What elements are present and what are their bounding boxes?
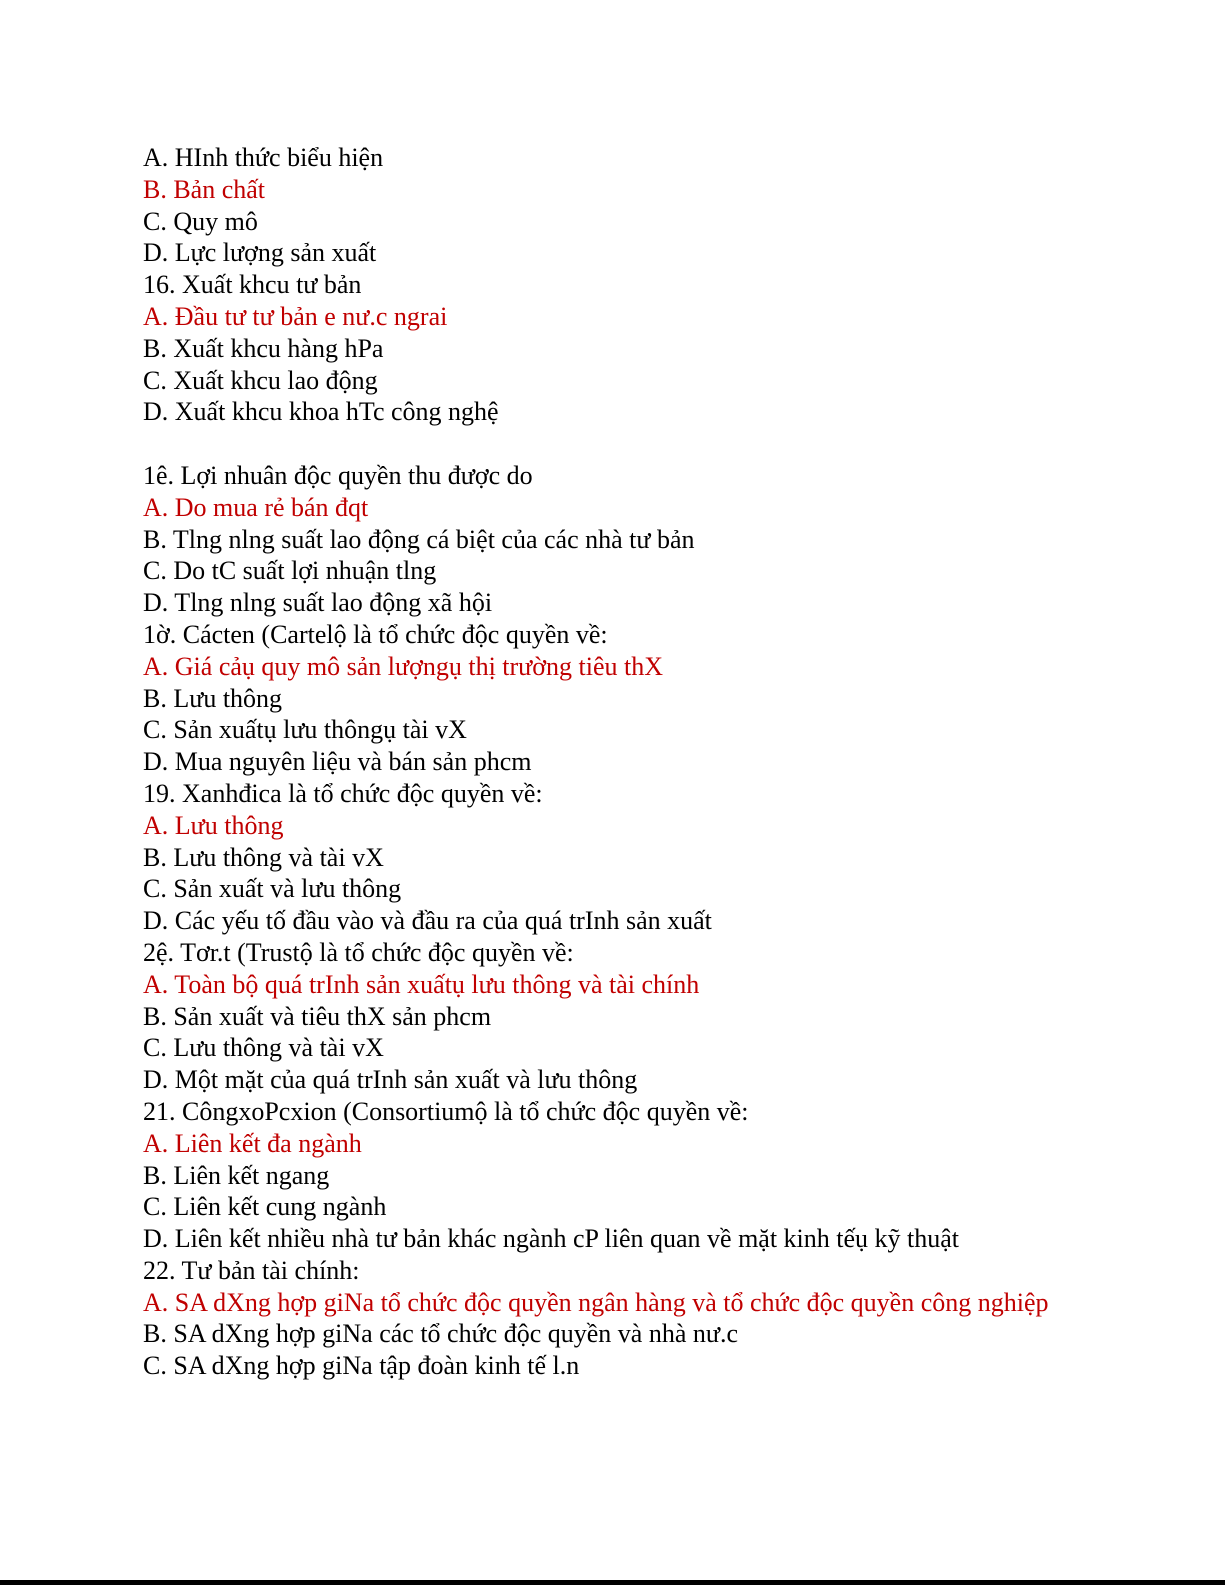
correct-answer-option: A. Toàn bộ quá trInh sản xuấtụ lưu thông và tài chính (143, 969, 700, 999)
correct-answer-option: A. Liên kết đa ngành (143, 1128, 362, 1158)
question-text: 16. Xuất khcu tư bản (143, 270, 362, 300)
answer-option: C. Lưu thông và tài vX (143, 1033, 384, 1063)
question-text: 1ờ. Cácten (Cartelộ là tổ chức độc quyền về: (143, 619, 608, 649)
question-list (143, 142, 1143, 1382)
correct-answer-option: B. Bản chất (143, 174, 266, 204)
answer-option: C. Liên kết cung ngành (143, 1192, 387, 1222)
answer-option: C. SA dXng hợp giNa tập đoàn kinh tế l.n (143, 1351, 580, 1381)
answer-option: B. Sản xuất và tiêu thX sản phcm (143, 1001, 492, 1031)
answer-option: C. Sản xuất và lưu thông (143, 874, 402, 904)
answer-option: C. Xuất khcu lao động (143, 365, 378, 395)
answer-option: B. Xuất khcu hàng hPa (143, 333, 384, 363)
answer-option: B. SA dXng hợp giNa các tổ chức độc quyền và nhà nư.c (143, 1319, 739, 1349)
answer-option: D. Tlng nlng suất lao động xã hội (143, 588, 493, 618)
question-text: 2ệ. Tơr.t (Trustộ là tổ chức độc quyền về: (143, 937, 574, 967)
answer-option: C. Do tC suất lợi nhuận tlng (143, 556, 437, 586)
answer-option: D. Lực lượng sản xuất (143, 238, 377, 268)
question-text: 22. Tư bản tài chính: (143, 1255, 360, 1285)
answer-option: B. Lưu thông và tài vX (143, 842, 384, 872)
question-text: 19. Xanhđica là tổ chức độc quyền về: (143, 778, 543, 808)
correct-answer-option: A. Đầu tư tư bản e nư.c ngrai (143, 301, 448, 331)
answer-option: B. Tlng nlng suất lao động cá biệt của các nhà tư bản (143, 524, 695, 554)
answer-option: C. Quy mô (143, 206, 258, 236)
question-text: 1ê. Lợi nhuân độc quyền thu được do (143, 460, 533, 490)
correct-answer-option: A. Giá cảụ quy mô sản lượngụ thị trường tiêu thX (143, 651, 663, 681)
answer-option: D. Xuất khcu khoa hTc công nghệ (143, 397, 499, 427)
correct-answer-option: A. SA dXng hợp giNa tổ chức độc quyền ngân hàng và tổ chức độc quyền công nghiệp (143, 1287, 1049, 1317)
answer-option: B. Liên kết ngang (143, 1160, 330, 1190)
blank-line (143, 428, 1143, 460)
question-text: 21. CôngxoPcxion (Consortiumộ là tổ chức độc quyền về: (143, 1096, 749, 1126)
answer-option: D. Một mặt của quá trInh sản xuất và lưu thông (143, 1065, 638, 1095)
correct-answer-option: A. Lưu thông (143, 810, 284, 840)
answer-option: B. Lưu thông (143, 683, 283, 713)
answer-option: D. Liên kết nhiều nhà tư bản khác ngành cP liên quan về mặt kinh tếụ kỹ thuật (143, 1224, 960, 1254)
answer-option: D. Mua nguyên liệu và bán sản phcm (143, 747, 532, 777)
answer-option: C. Sản xuấtụ lưu thôngụ tài vX (143, 715, 467, 745)
correct-answer-option: A. Do mua rẻ bán đqt (143, 492, 369, 522)
answer-option: D. Các yếu tố đầu vào và đầu ra của quá trInh sản xuất (143, 906, 712, 936)
answer-option: A. HInh thức biểu hiện (143, 143, 384, 172)
page-bottom-rule (0, 1580, 1225, 1585)
